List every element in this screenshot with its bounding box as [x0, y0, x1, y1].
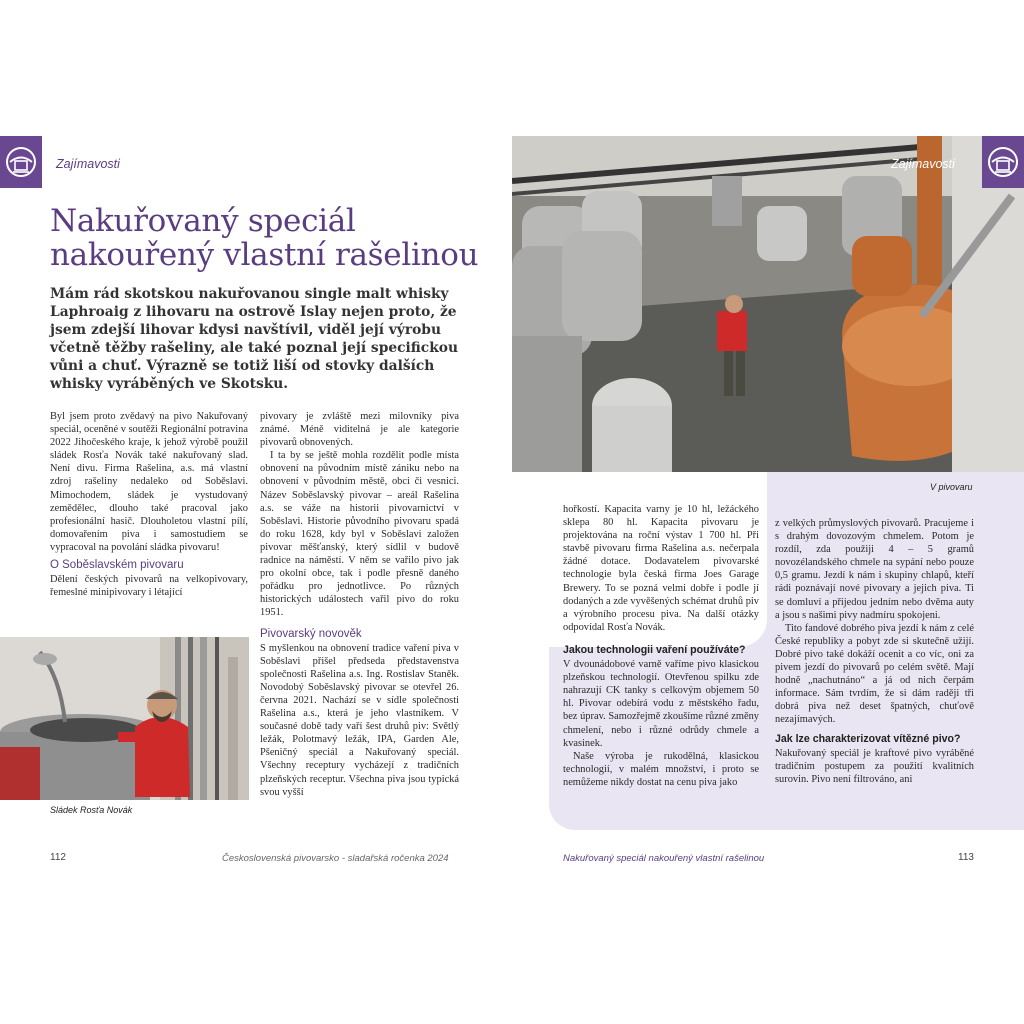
- paragraph: Dělení českých pivovarů na velkopivovary, řemeslné minipivovary i létající: [50, 574, 248, 599]
- photo-caption-right: V pivovaru: [930, 482, 973, 492]
- question-technology: Jakou technologii vaření používáte?: [563, 643, 746, 656]
- paragraph: Nakuřovaný speciál je kraftové pivo vyráběné tradičním postupem za použití kvalitních surovin. Pivo není filtrováno, ani: [775, 747, 974, 785]
- page-number-left: 112: [50, 852, 66, 863]
- article-title: [50, 204, 490, 272]
- running-footer-left: Československá pivovarsko - sladařská ročenka 2024: [222, 853, 449, 864]
- photo-brewery: [512, 136, 1024, 472]
- running-footer-right: Nakuřovaný speciál nakouřený vlastní rašelinou: [563, 853, 765, 864]
- title-line-1: Nakuřovaný speciál: [50, 203, 356, 239]
- brewery-emblem-icon: [986, 145, 1020, 179]
- right-column-2: [775, 517, 974, 786]
- section-label-left: Zajímavosti: [56, 157, 120, 171]
- paragraph: Tito fandové dobrého piva jezdí k nám z celé České republiky a pobyt zde si skutečně užijí. Dobré pivo také dokáží ocenit a co víc, oni za pivem jezdí do pivovarů po celém světě. Mají hodně „nachutnáno“ a já od nich čerpám informace. Sám tvrdím, že si dám raději tři dobrá piva než deset špatných, chuťově nezajímavých.: [775, 622, 974, 726]
- question-winning-beer: Jak lze charakterizovat vítězné pivo?: [775, 732, 961, 745]
- paragraph: Naše výroba je rukodělná, klasickou technologií, v malém množství, i proto se nemůžeme nikdy dostat na cenu piva jako: [563, 750, 759, 788]
- paragraph: z velkých průmyslových pivovarů. Pracujeme i s drahým dovozovým chmelem. Potom je rozdíl, zda použiji 4 – 5 gramů novozélandského chmele na sypání nebo pouze 0,5 gramu. Jezdí k nám i skupiny chlapů, kteří rádi poznávají nové pivovary a jejich piva. Ti se domluví a přijedou jedním nebo dvěma auty a jsou s našimi pivy nadmíru spokojeni.: [775, 518, 974, 621]
- title-line-2: nakouřený vlastní rašelinou: [50, 237, 479, 273]
- section-badge-left: [0, 136, 42, 188]
- article-lead: Mám rád skotskou nakuřovanou single malt whisky Laphroaig z lihovaru na ostrově Islay nejen proto, že jsem zdejší lihovar kdysi navštívil, viděl její výrobu včetně těžby rašeliny, ale také poznal její specifickou vůni a chuť. Výrazně se totiž liší od stovky dalších whisky vyráběných ve Skotsku.: [50, 286, 458, 392]
- left-column-1: [50, 410, 248, 599]
- section-badge-right: [982, 136, 1024, 188]
- paragraph: S myšlenkou na obnovení tradice vaření piva v Soběslavi přišel předseda představenstva společnosti Rašelina a.s. Ing. Rostislav Staněk. Novodobý Soběslavský pivovar se otevřel 26. června 2021. Nachází se v sídle společnosti Rašelina a.s., která je jeho vlastníkem. V současné době tady vaří šest druhů piv: Světlý ležák, Polotmavý ležák, IPA, Garden Ale, Pšeničný speciál a Nakuřovaný speciál. Všechny receptury vycházejí z tradičních plzeňských receptur. Všechna piva jsou typická svou vyšší: [260, 642, 459, 798]
- subheading-modern: Pivovarský novověk: [260, 627, 362, 640]
- subheading-history: O Soběslavském pivovaru: [50, 559, 184, 572]
- section-label-right: Zajímavosti: [891, 157, 955, 171]
- paragraph: hořkostí. Kapacita varny je 10 hl, ležáckého sklepa 80 hl. Kapacita pivovaru je projektována na roční výstav 1 700 hl. Při stavbě pivovaru firma Rašelina a.s. nečerpala žádné dotace. Dodavatelem pivovarské technologie byla česká firma Joes Garage Brewery. To se pozná velmi dobře i podle jí dodaných a zde vyvěšených schémat druhů piv a výrobního procesu piva. Na další otázky odpovídal Rosťa Novák.: [563, 504, 759, 633]
- photo-brewer: [0, 637, 249, 800]
- page-number-right: 113: [958, 852, 974, 863]
- left-column-2: [260, 410, 459, 799]
- paragraph: Byl jsem proto zvědavý na pivo Nakuřovaný speciál, oceněné v soutěži Regionální potravina 2022 Jihočeského kraje, k jehož výrobě použil sládek Rosťa Novák také nakuřovaný slad. Není divu. Firma Rašelina, a.s. má vlastní zdroj rašeliny nedaleko od Soběslavi. Mimochodem, sládek je vystudovaný zemědělec, dlouho také pracoval jako profesionální hasič. Dlouholetou vlastní pílí, domovařením piva i samostudiem se vypracoval na povolání sládka pivovaru!: [50, 411, 248, 553]
- paragraph: I ta by se ještě mohla rozdělit podle místa obnovení na původním místě zániku nebo na obnovení v původním městě, obci či vesnici. Název Soběslavský pivovar – areál Rašelina a.s. se váže na historii pivovarnictví v Soběslavi. Historie původního pivovaru spadá do roku 1628, kdy byl v Soběslavi založen pivovar měšťanský, který sídlil v budově radnice na náměstí. V něm se vařilo pivo jak pro okolní obce, tak i podle přesně daného pořádku pro jednotlivce. Po různých historických událostech vařil pivo do roku 1951.: [260, 450, 459, 619]
- photo-caption-left: Sládek Rosťa Novák: [50, 805, 133, 815]
- brewery-emblem-icon: [4, 145, 38, 179]
- right-column-1: [563, 503, 759, 789]
- paragraph: V dvounádobové varně vaříme pivo klasickou plzeňskou technologií. Otevřenou spilku zde nahrazují CK tanky s celkovým objemem 50 hl. Pivovar odebírá vodu z městského řadu, bez úprav. Samozřejmě zkoušíme různé změny chmelení, nebo i různé odrůdy chmele a kvasinek.: [563, 659, 759, 749]
- paragraph: pivovary je zvláště mezi milovníky piva známé. Méně viditelná je ale kategorie pivovarů obnovených.: [260, 411, 459, 449]
